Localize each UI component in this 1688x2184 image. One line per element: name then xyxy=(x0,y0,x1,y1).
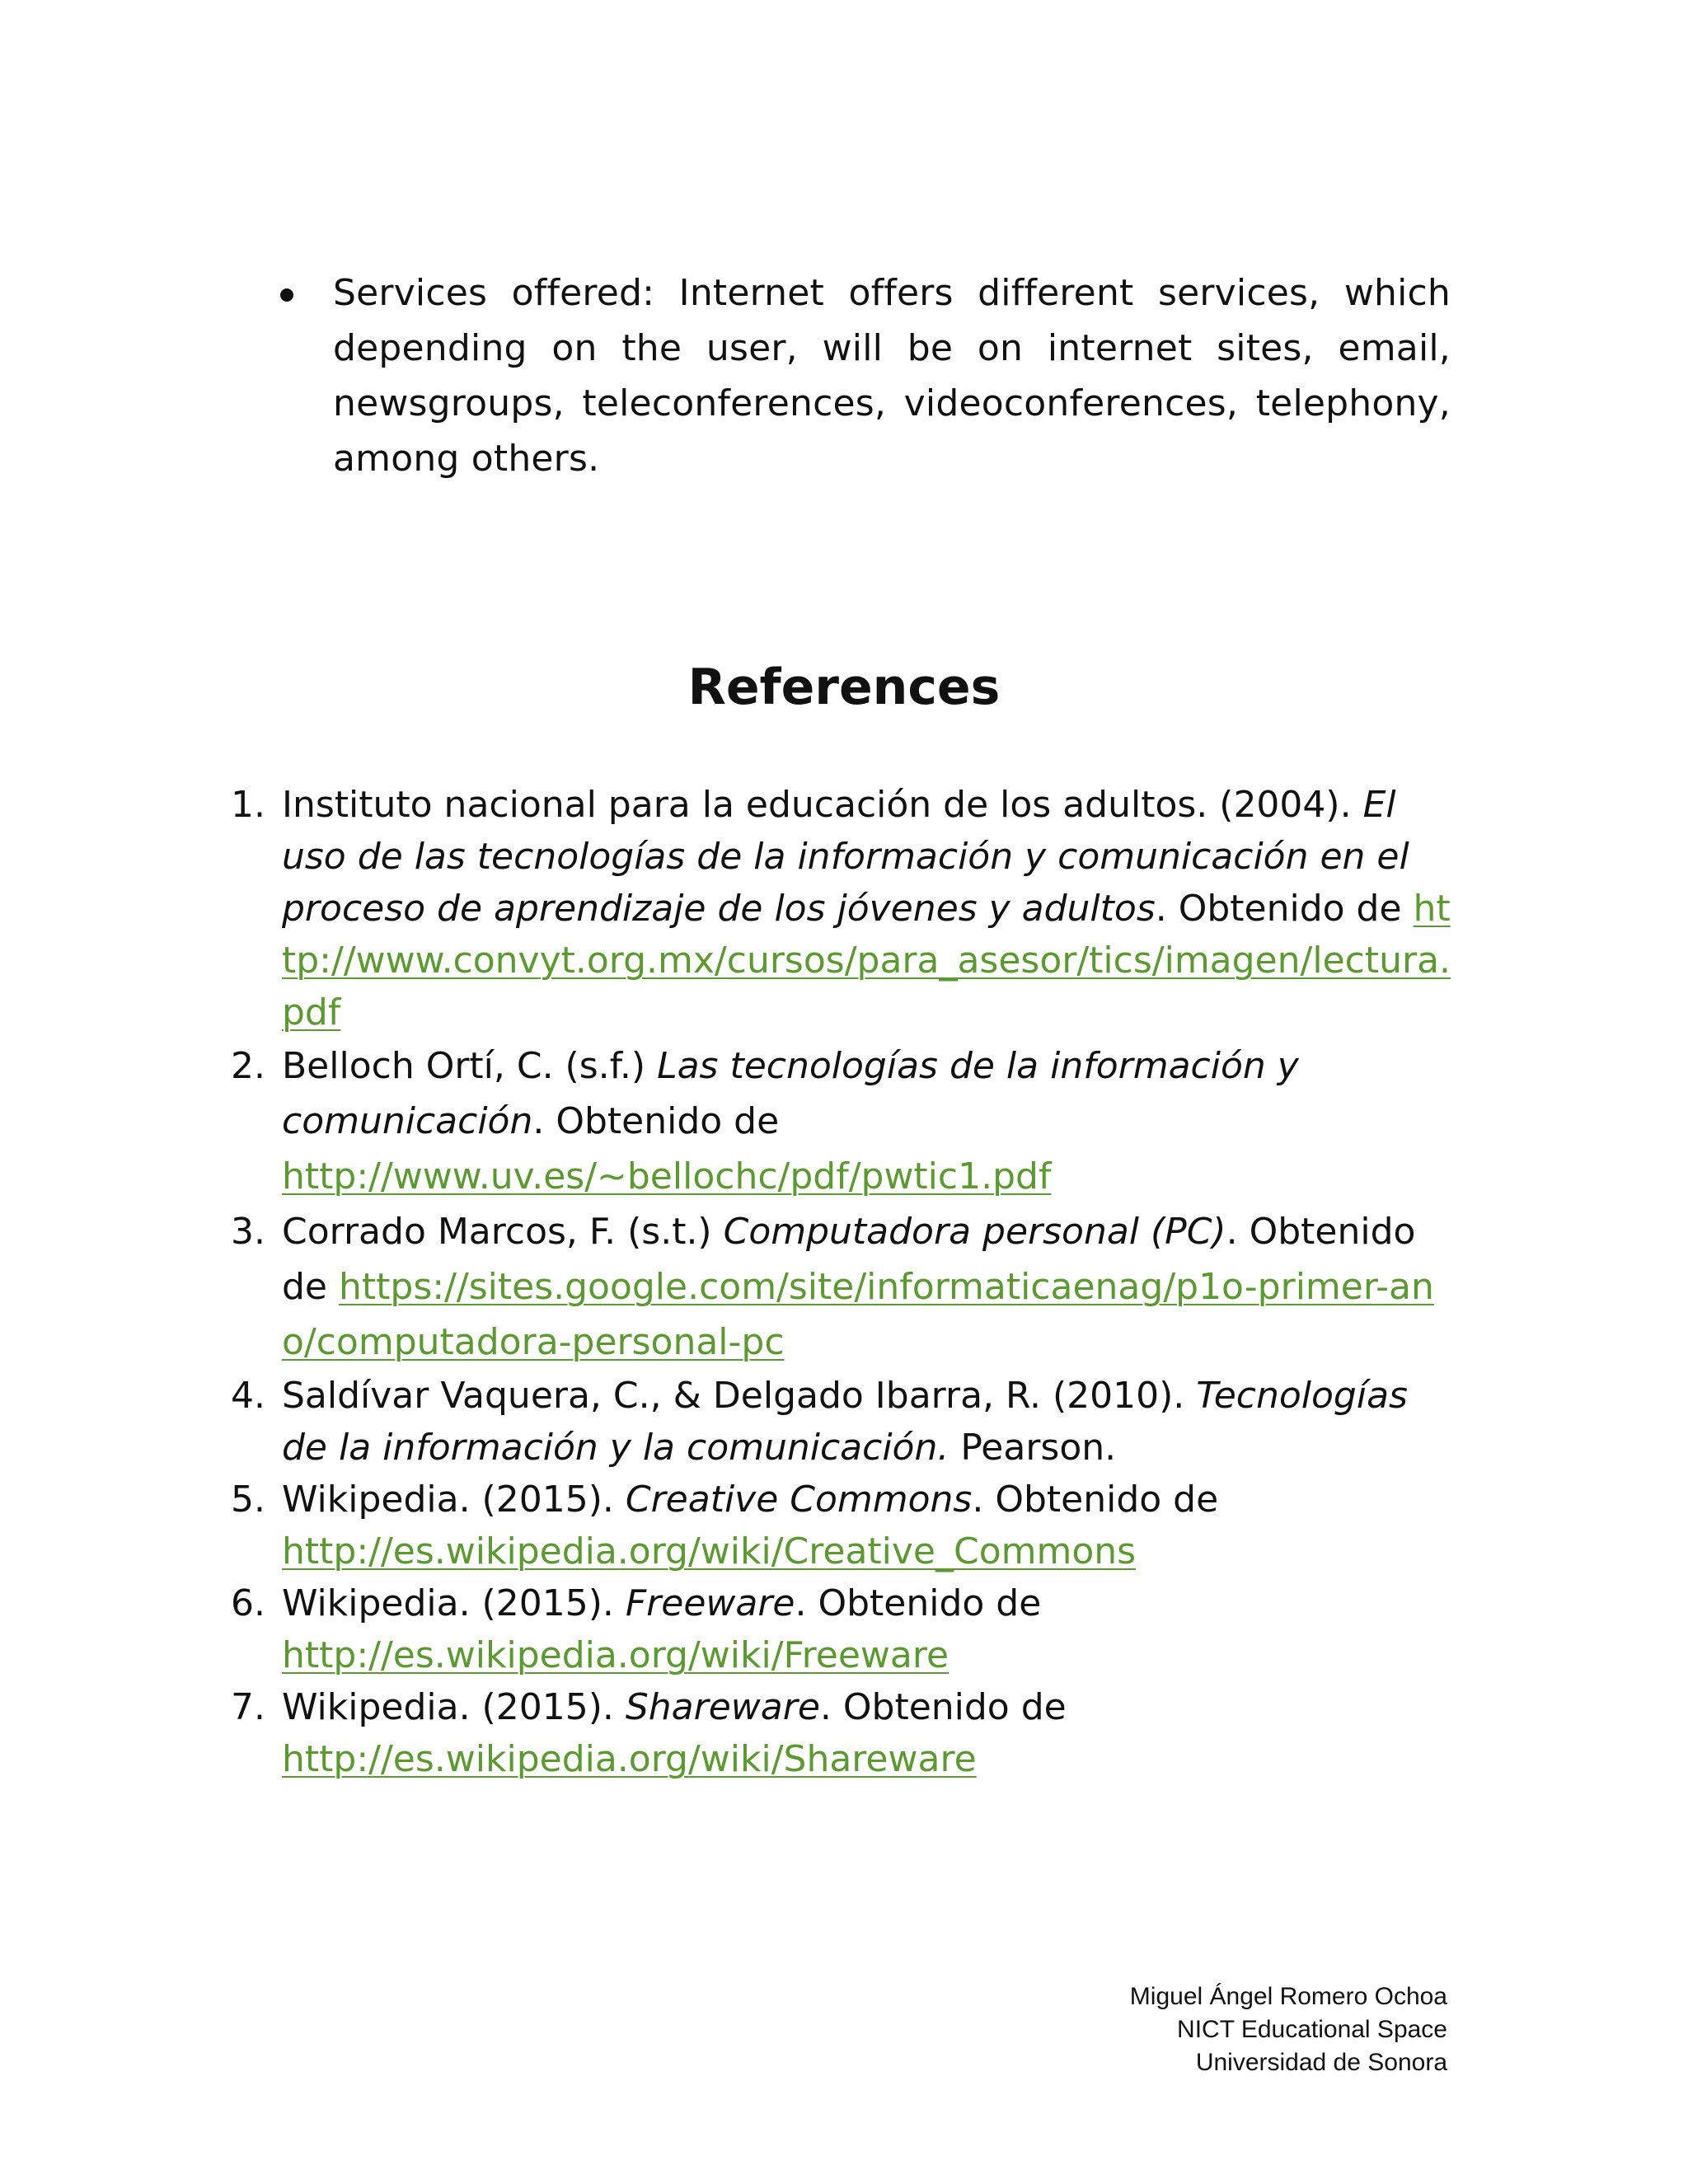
footer-space: NICT Educational Space xyxy=(1177,2016,1447,2043)
reference-link[interactable]: http://www.uv.es/~bellochc/pdf/pwtic1.pdf xyxy=(282,1155,1052,1197)
reference-title: El uso de las tecnologías de la información y comunicación en el proceso de aprendizaje de los jóvenes y adultos xyxy=(282,784,1409,930)
reference-item-5 xyxy=(223,1474,1451,1577)
reference-title: Shareware xyxy=(625,1686,820,1728)
reference-source: . Obtenido de xyxy=(532,1100,780,1142)
reference-link[interactable]: http://es.wikipedia.org/wiki/Creative_Commons xyxy=(282,1530,1137,1572)
references-list xyxy=(223,779,1451,1785)
reference-title: Creative Commons xyxy=(625,1479,973,1521)
reference-number: 2. xyxy=(231,1045,265,1087)
reference-item-2 xyxy=(223,1038,1451,1204)
reference-number: 4. xyxy=(231,1375,265,1417)
reference-title: Computadora personal (PC) xyxy=(723,1211,1226,1253)
reference-number: 6. xyxy=(231,1582,265,1624)
reference-source: Pearson. xyxy=(949,1427,1117,1469)
bullet-item-services xyxy=(280,265,1451,486)
reference-item-7 xyxy=(223,1681,1451,1785)
reference-source: . Obtenido de xyxy=(795,1582,1042,1624)
reference-number: 5. xyxy=(231,1479,265,1521)
reference-author: Corrado Marcos, F. (s.t.) xyxy=(282,1211,724,1253)
reference-title: Las tecnologías de la información y comunicación xyxy=(282,1045,1299,1142)
footer-university: Universidad de Sonora xyxy=(1195,2049,1447,2076)
reference-link[interactable]: http://es.wikipedia.org/wiki/Freeware xyxy=(282,1634,950,1676)
reference-author: Belloch Ortí, C. (s.f.) xyxy=(282,1045,658,1087)
reference-source: . Obtenido de xyxy=(819,1686,1067,1728)
reference-source: . Obtenido de xyxy=(282,1211,1416,1308)
reference-author: Wikipedia. (2015). xyxy=(282,1479,626,1521)
reference-item-1 xyxy=(223,779,1451,1038)
reference-item-6 xyxy=(223,1577,1451,1681)
bullet-icon xyxy=(280,288,293,302)
reference-title: Tecnologías de la información y la comunicación. xyxy=(282,1375,1408,1469)
footer-author: Miguel Ángel Romero Ochoa xyxy=(1129,1983,1447,2010)
page-footer xyxy=(1130,1980,1447,2079)
reference-link[interactable]: http://www.convyt.org.mx/cursos/para_asesor/tics/imagen/lectura.pdf xyxy=(282,888,1451,1033)
reference-number: 3. xyxy=(231,1211,265,1253)
reference-number: 1. xyxy=(231,784,265,826)
reference-number: 7. xyxy=(231,1686,265,1728)
reference-author: Instituto nacional para la educación de los adultos. (2004). xyxy=(282,784,1363,826)
reference-link[interactable]: http://es.wikipedia.org/wiki/Shareware xyxy=(282,1738,977,1780)
reference-author: Wikipedia. (2015). xyxy=(282,1582,626,1624)
reference-title: Freeware xyxy=(625,1582,795,1624)
reference-source: . Obtenido de xyxy=(1155,888,1414,930)
reference-author: Saldívar Vaquera, C., & Delgado Ibarra, R. (2010). xyxy=(282,1375,1197,1417)
reference-item-4 xyxy=(223,1370,1451,1474)
reference-source: . Obtenido de xyxy=(972,1479,1219,1521)
references-heading: References xyxy=(687,658,1001,716)
bullet-text: Services offered: Internet offers different services, which depending on the user, will be on internet sites, email, newsgroups, teleconferences, videoconferences, telephony, among others. xyxy=(333,272,1451,480)
reference-author: Wikipedia. (2015). xyxy=(282,1686,626,1728)
reference-item-3 xyxy=(223,1204,1451,1370)
reference-link[interactable]: https://sites.google.com/site/informaticaenag/p1o-primer-ano/computadora-personal-pc xyxy=(282,1266,1434,1363)
